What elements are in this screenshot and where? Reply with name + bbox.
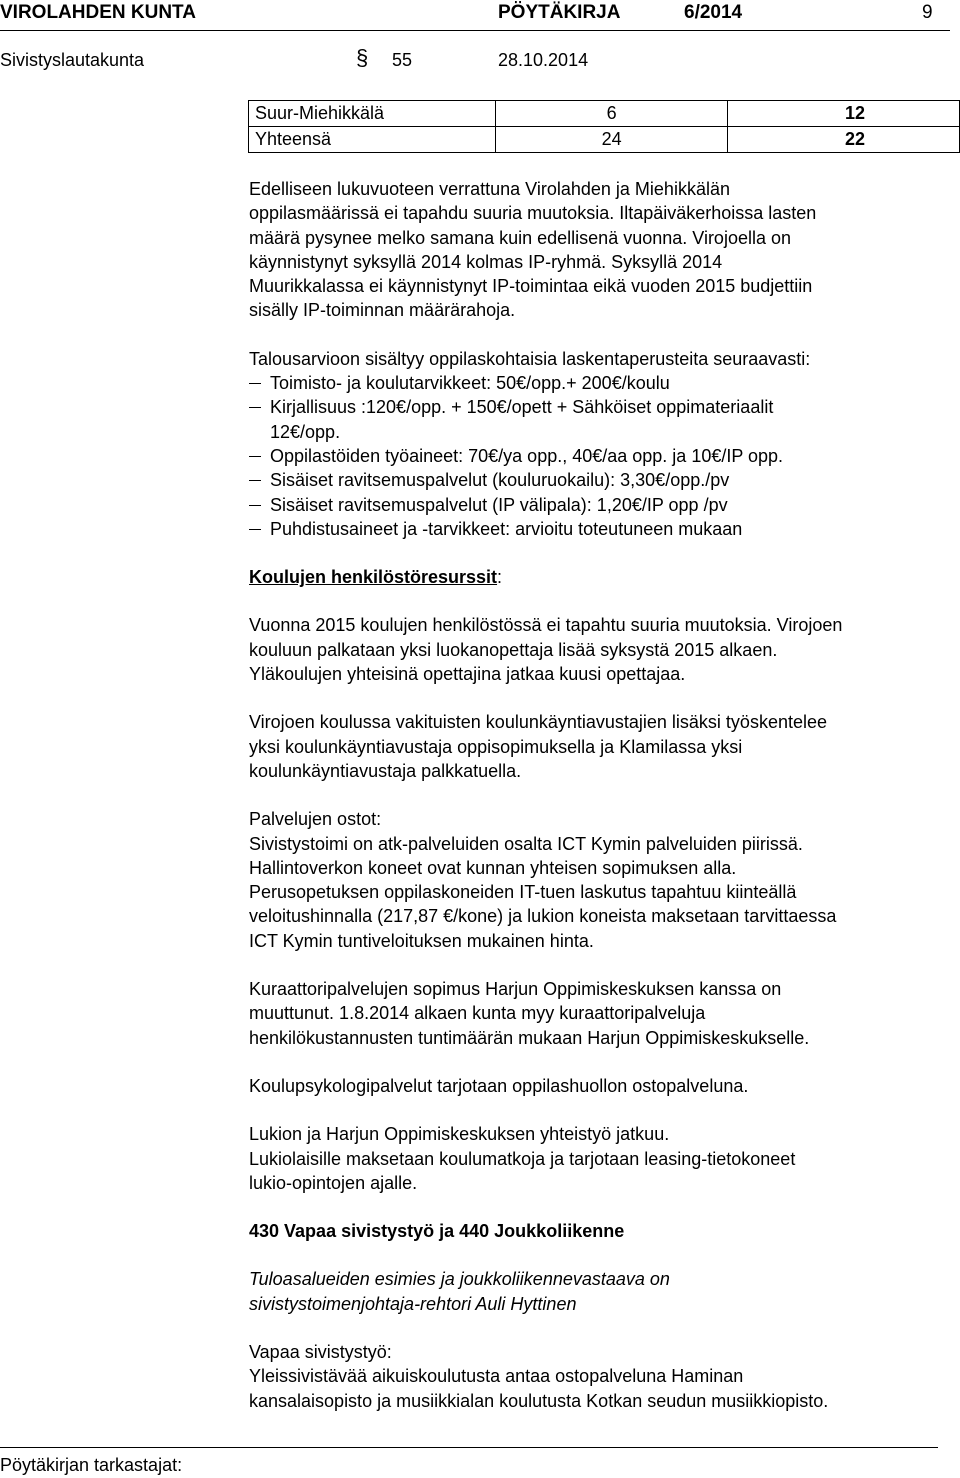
header-divider bbox=[0, 30, 950, 31]
text-line: Edelliseen lukuvuoteen verrattuna Virolahden ja Miehikkälän bbox=[249, 179, 730, 199]
committee-name: Sivistyslautakunta bbox=[0, 50, 145, 70]
text-line: veloitushinnalla (217,87 €/kone) ja lukion koneista maksetaan tarvittaessa bbox=[249, 906, 837, 927]
text-line: lukio-opintojen ajalle. bbox=[249, 1172, 418, 1193]
text-line: muuttunut. 1.8.2014 alkaen kunta myy kuraattoripalveluja bbox=[249, 1003, 706, 1024]
text-line: oppilasmäärissä ei tapahdu suuria muutoksia. Iltapäiväkerhoissa lasten bbox=[249, 203, 817, 224]
text-line: Kuraattoripalvelujen sopimus Harjun Oppimiskeskuksen kanssa on bbox=[249, 979, 782, 1000]
text-line: sivistystoimenjohtaja-rehtori Auli Hyttinen bbox=[249, 1293, 577, 1314]
dash-bullet-icon bbox=[249, 456, 261, 457]
table-cell: Yhteensä bbox=[249, 127, 496, 153]
table-cell: Suur-Miehikkälä bbox=[249, 101, 496, 127]
meeting-date: 28.10.2014 bbox=[498, 50, 589, 70]
text-line: Yleissivistävää aikuiskoulutusta antaa ostopalveluna Haminan bbox=[249, 1366, 744, 1387]
dash-bullet-icon bbox=[249, 407, 261, 408]
text-line: käynnistynyt syksyllä 2014 kolmas IP-ryhmä. Syksyllä 2014 bbox=[249, 251, 723, 272]
text-line: Tuloasalueiden esimies ja joukkoliikennevastaava on bbox=[249, 1269, 670, 1290]
section-430-heading: 430 Vapaa sivistystyö ja 440 Joukkoliikenne bbox=[249, 1221, 625, 1242]
list-item: Toimisto- ja koulutarvikkeet: 50€/opp.+ 200€/koulu bbox=[249, 371, 949, 395]
list-item: Sisäiset ravitsemuspalvelut (kouluruokailu): 3,30€/opp./pv bbox=[249, 468, 949, 492]
list-item: Kirjallisuus :120€/opp. + 150€/opett + Sähköiset oppimateriaalit bbox=[249, 395, 949, 419]
student-count-table bbox=[248, 100, 960, 153]
dash-bullet-icon bbox=[249, 383, 261, 384]
reviewers-label: Pöytäkirjan tarkastajat: bbox=[0, 1455, 183, 1475]
document-body bbox=[249, 177, 949, 1413]
text-line: Sivistystoimi on atk-palveluiden osalta ICT Kymin palveluiden piirissä. bbox=[249, 833, 803, 854]
section-symbol: § bbox=[356, 45, 369, 70]
list-item-continuation: 12€/opp. bbox=[270, 421, 341, 442]
table-cell: 12 bbox=[727, 101, 959, 127]
table-cell: 6 bbox=[496, 101, 728, 127]
text-line: kansalaisopisto ja musiikkialan koulutusta Kotkan seudun musiikkiopisto. bbox=[249, 1390, 829, 1411]
dash-bullet-icon bbox=[249, 480, 261, 481]
budget-intro: Talousarvioon sisältyy oppilaskohtaisia laskentaperusteita seuraavasti: bbox=[249, 348, 811, 369]
text-line: sisälly IP-toiminnan määrärahoja. bbox=[249, 300, 516, 321]
text-line: ICT Kymin tuntiveloituksen mukainen hinta. bbox=[249, 930, 594, 951]
vapaa-heading: Vapaa sivistystyö: bbox=[249, 1341, 392, 1362]
text-line: Hallintoverkon koneet ovat kunnan yhteisen sopimuksen alla. bbox=[249, 857, 737, 878]
dash-bullet-icon bbox=[249, 529, 261, 530]
table-row bbox=[249, 101, 960, 127]
section-number: 55 bbox=[392, 50, 413, 70]
municipality-name: VIROLAHDEN KUNTA bbox=[0, 2, 196, 23]
dash-bullet-icon bbox=[249, 505, 261, 506]
list-item: Sisäiset ravitsemuspalvelut (IP välipala): 1,20€/IP opp /pv bbox=[249, 493, 949, 517]
text-line: Koulupsykologipalvelut tarjotaan oppilashuollon ostopalveluna. bbox=[249, 1075, 749, 1096]
text-line: koulunkäyntiavustaja palkkatuella. bbox=[249, 760, 522, 781]
text-line: henkilökustannusten tuntimäärän mukaan Harjun Oppimiskeskukselle. bbox=[249, 1027, 810, 1048]
text-line: Lukiolaisille maksetaan koulumatkoja ja tarjotaan leasing-tietokoneet bbox=[249, 1148, 796, 1169]
text-line: Vuonna 2015 koulujen henkilöstössä ei tapahtu suuria muutoksia. Virojoen bbox=[249, 615, 843, 636]
text-line: kouluun palkataan yksi luokanopettaja lisää syksystä 2015 alkaen. bbox=[249, 639, 778, 660]
text-line: Perusopetuksen oppilaskoneiden IT-tuen laskutus tapahtuu kiinteällä bbox=[249, 882, 797, 903]
footer-divider bbox=[0, 1447, 938, 1448]
text-line: Virojoen koulussa vakituisten koulunkäyntiavustajien lisäksi työskentelee bbox=[249, 712, 827, 733]
page-number: 9 bbox=[922, 2, 933, 23]
document-type: PÖYTÄKIRJA bbox=[498, 2, 621, 23]
text-line: Muurikkalassa ei käynnistynyt IP-toimintaa eikä vuoden 2015 budjettiin bbox=[249, 276, 813, 297]
list-item: Oppilastöiden työaineet: 70€/ya opp., 40€/aa opp. ja 10€/IP opp. bbox=[249, 444, 949, 468]
services-heading: Palvelujen ostot: bbox=[249, 809, 382, 830]
text-line: Yläkoulujen yhteisinä opettajina jatkaa kuusi opettajaa. bbox=[249, 664, 686, 685]
text-line: yksi koulunkäyntiavustaja oppisopimuksella ja Klamilassa yksi bbox=[249, 736, 743, 757]
table-cell: 24 bbox=[496, 127, 728, 153]
text-line: määrä pysynee melko samana kuin edellisenä vuonna. Virojoella on bbox=[249, 227, 791, 248]
table-cell: 22 bbox=[727, 127, 959, 153]
document-number: 6/2014 bbox=[684, 2, 743, 23]
list-item: Puhdistusaineet ja -tarvikkeet: arvioitu toteutuneen mukaan bbox=[249, 517, 949, 541]
staff-heading: Koulujen henkilöstöresurssit: bbox=[249, 567, 503, 588]
text-line: Lukion ja Harjun Oppimiskeskuksen yhteistyö jatkuu. bbox=[249, 1124, 670, 1145]
budget-list bbox=[249, 371, 949, 541]
table-row bbox=[249, 127, 960, 153]
